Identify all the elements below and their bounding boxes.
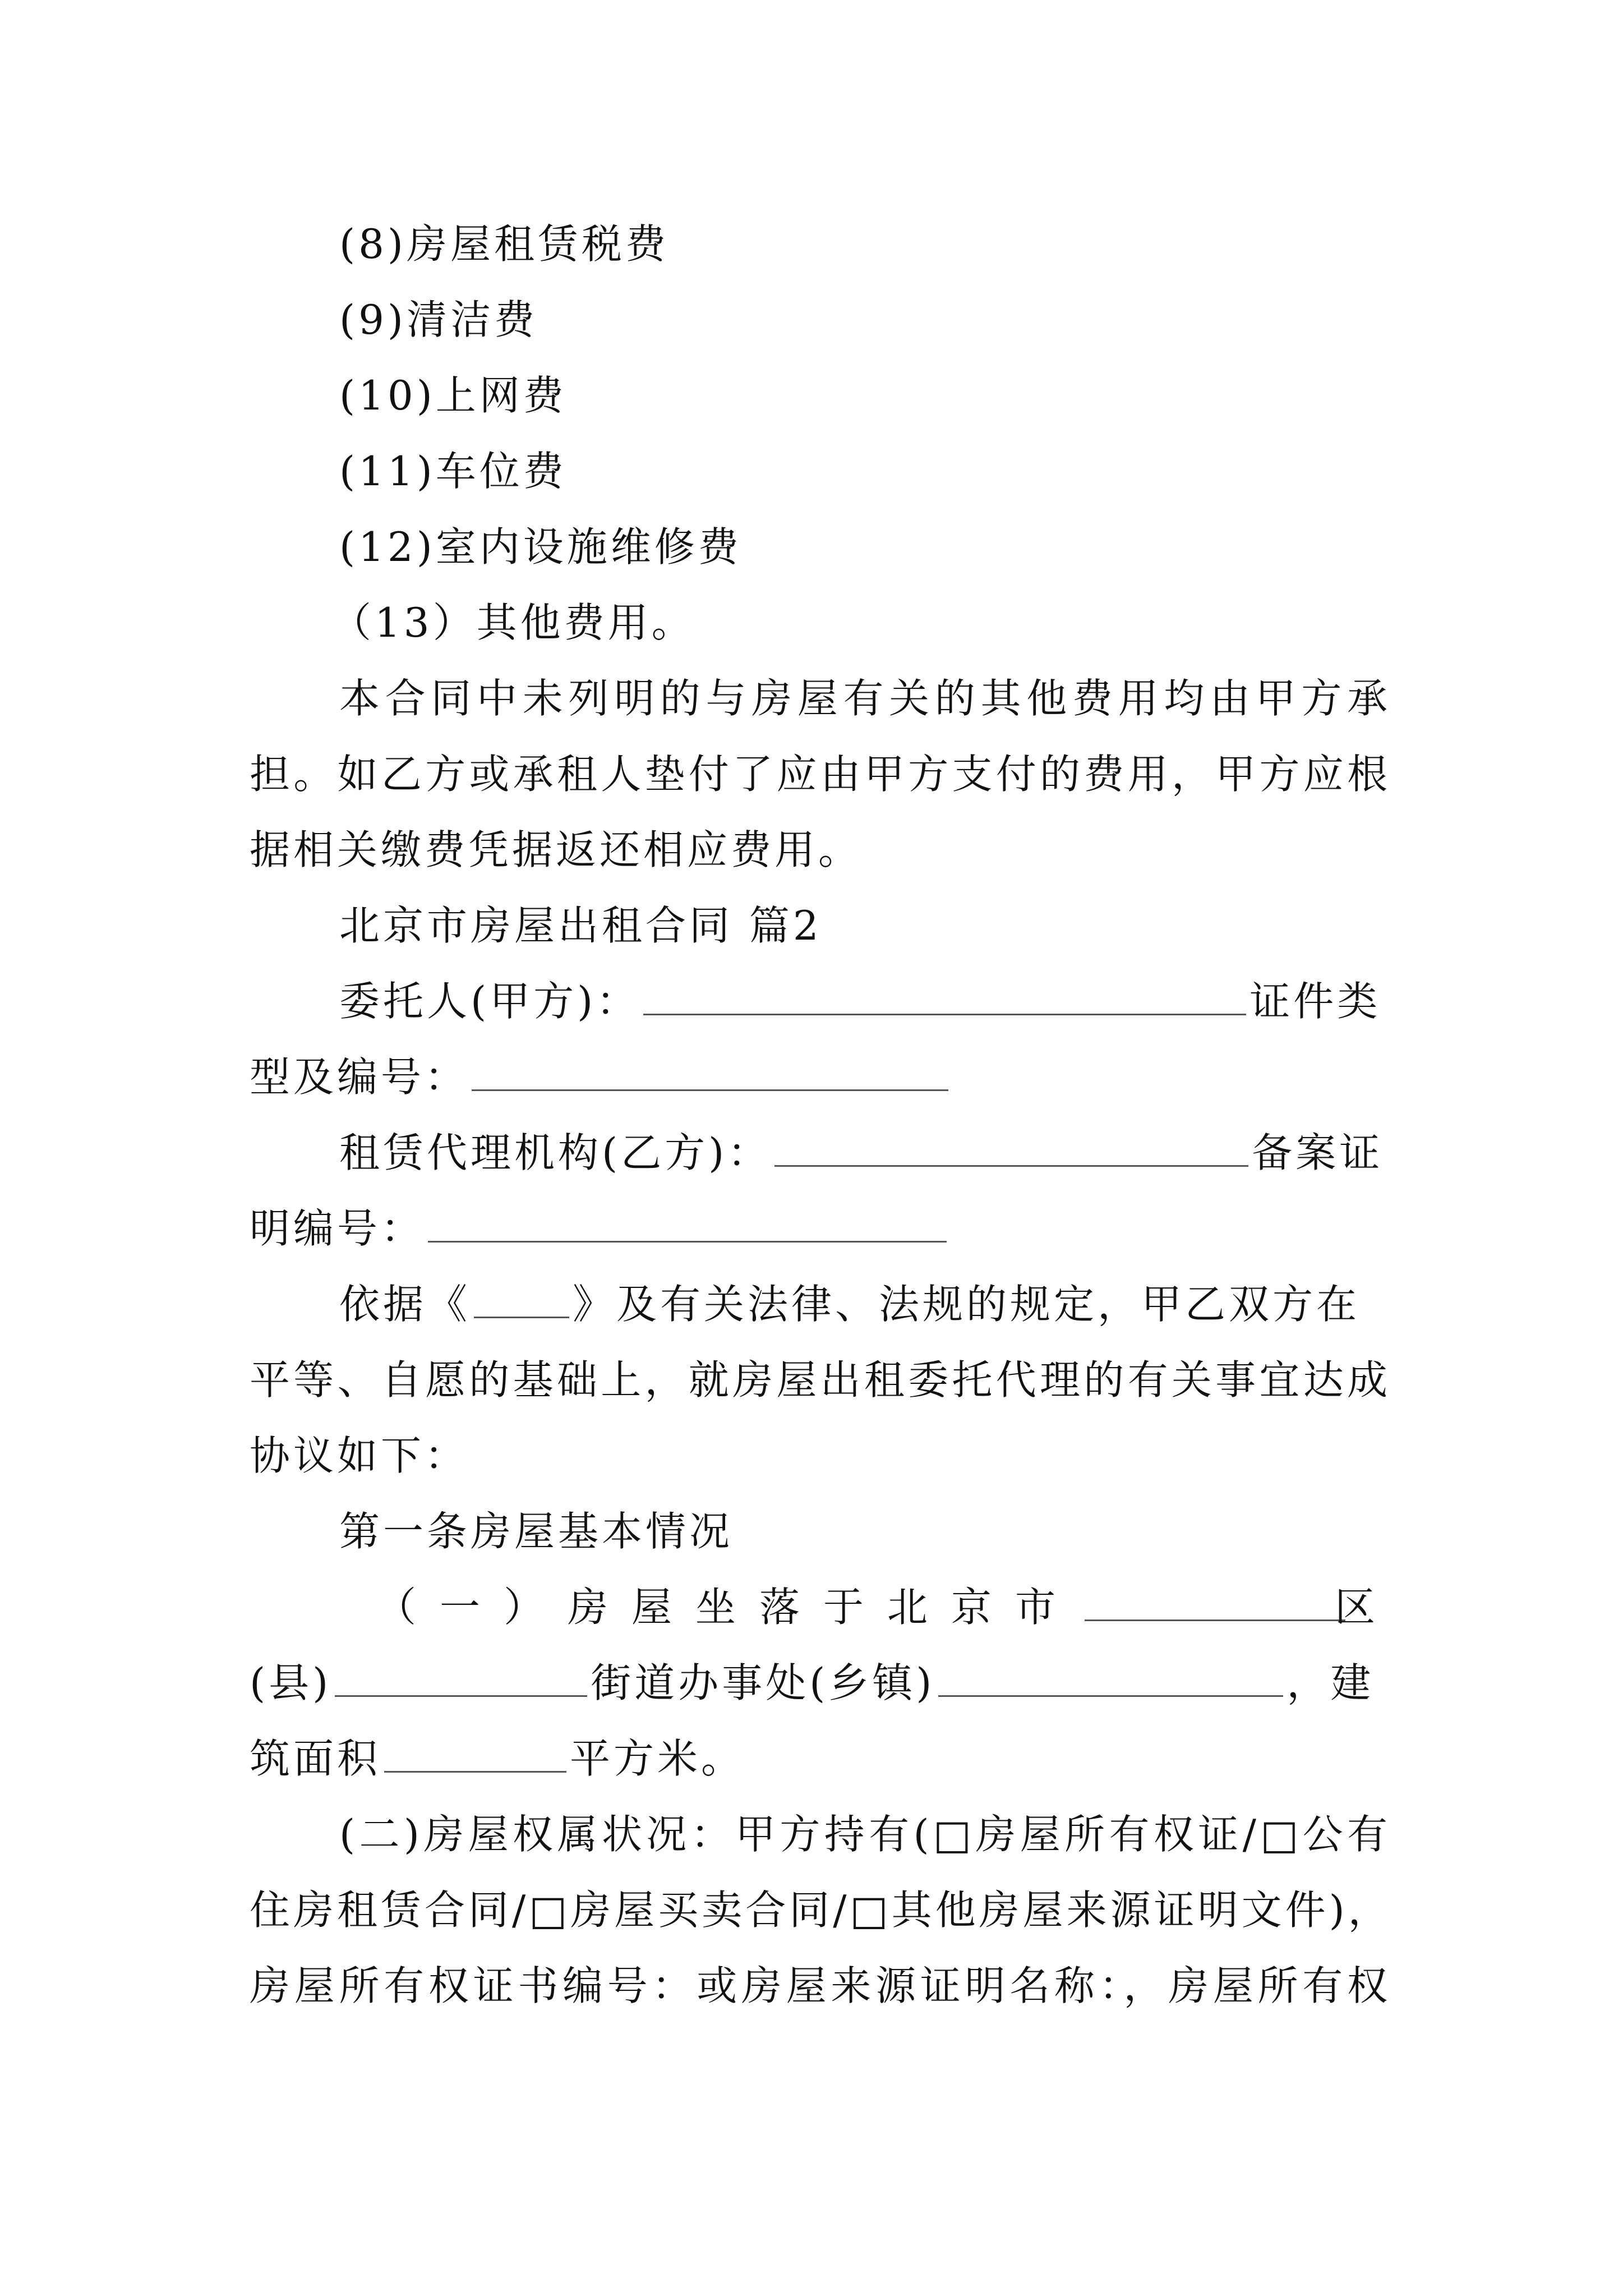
principal-blank (643, 977, 1246, 1015)
area-blank (384, 1734, 566, 1773)
street-label: 街道办事处(乡镇) (591, 1659, 935, 1706)
list-item-repair: (12)室内设施维修费 (339, 523, 742, 570)
record-label: 备案证 (1252, 1129, 1384, 1176)
id-type-label: 证件类 (1249, 978, 1381, 1025)
list-item-cleaning: (9)清洁费 (339, 296, 538, 343)
paragraph-line: 平等、自愿的基础上，就房屋出租委托代理的有关事宜达成 (250, 1356, 1391, 1404)
list-item-parking: (11)车位费 (339, 448, 567, 495)
list-item-internet: (10)上网费 (339, 372, 567, 419)
principal-line (339, 973, 1391, 1029)
paragraph-line: 协议如下： (250, 1432, 469, 1479)
location-label: （一）房屋坐落于北京市 (376, 1584, 1080, 1631)
record-number-label: 明编号： (250, 1205, 425, 1252)
paragraph-line: 据相关缴费凭据返还相应费用。 (250, 826, 863, 873)
id-number-label: 型及编号： (250, 1053, 469, 1101)
basis-text-start: 依据《 (339, 1281, 471, 1328)
record-number-blank (428, 1204, 947, 1243)
agency-line (339, 1125, 1391, 1181)
id-number-line (250, 1049, 1391, 1105)
list-item-tax: (8)房屋租赁税费 (339, 220, 669, 268)
paragraph-line: 本合同中未列明的与房屋有关的其他费用均由甲方承 (339, 675, 1391, 722)
county-line (250, 1655, 1391, 1711)
basis-text-end: 》及有关法律、法规的规定，甲乙双方在 (573, 1281, 1361, 1328)
paragraph-line: 住房租赁合同/□房屋买卖合同/□其他房屋来源证明文件)， (250, 1887, 1392, 1934)
district-blank (1085, 1582, 1345, 1621)
law-name-blank (474, 1280, 569, 1318)
paragraph-line: 担。如乙方或承租人垫付了应由甲方支付的费用，甲方应根 (250, 751, 1391, 798)
area-line (250, 1731, 1391, 1787)
build-label: ，建 (1287, 1659, 1375, 1706)
agency-label: 租赁代理机构(乙方)： (339, 1129, 772, 1176)
area-unit: 平方米。 (570, 1735, 745, 1782)
id-number-blank (472, 1052, 948, 1091)
county-label: (县) (250, 1659, 332, 1706)
paragraph-line: 房屋所有权证书编号：或房屋来源证明名称：，房屋所有权 (250, 1962, 1391, 2009)
area-label: 筑面积 (250, 1735, 381, 1782)
article-title: 第一条房屋基本情况 (339, 1508, 734, 1555)
location-line (376, 1579, 1427, 1635)
section-title: 北京市房屋出租合同 篇2 (339, 902, 822, 949)
basis-line (339, 1276, 1391, 1332)
town-blank (938, 1658, 1283, 1697)
district-label: 区 (1335, 1584, 1379, 1631)
agency-blank (774, 1128, 1248, 1167)
record-number-line (250, 1200, 1391, 1257)
street-blank (335, 1658, 587, 1697)
principal-label: 委托人(甲方)： (339, 978, 640, 1025)
paragraph-line: (二)房屋权属状况：甲方持有(□房屋所有权证/□公有 (339, 1811, 1391, 1858)
list-item-other: （13）其他费用。 (331, 599, 695, 646)
